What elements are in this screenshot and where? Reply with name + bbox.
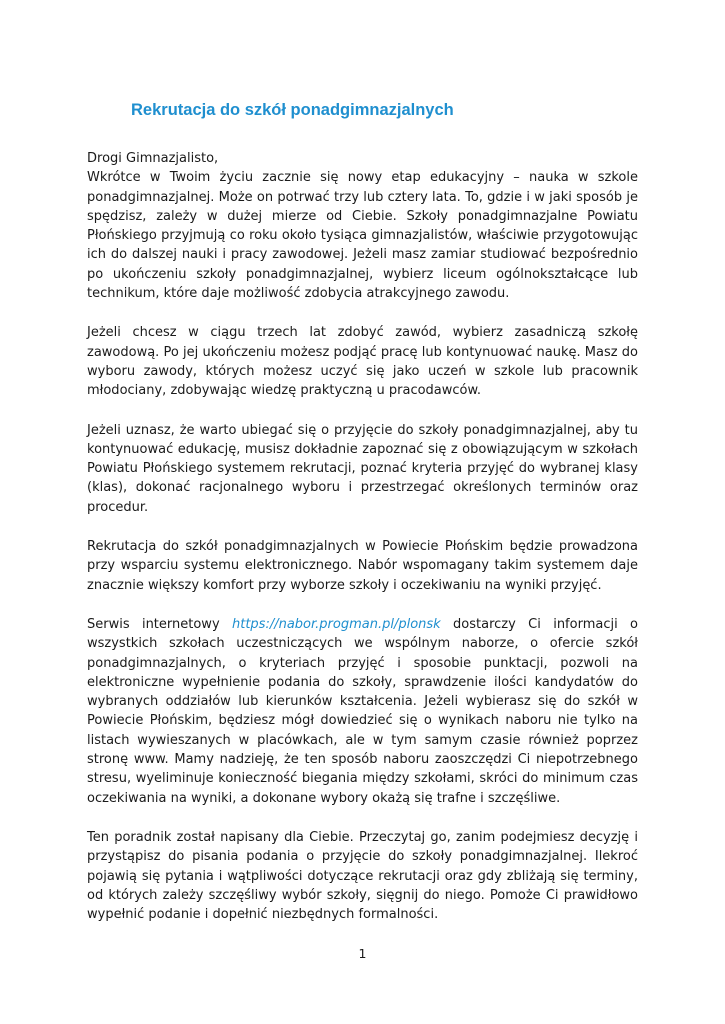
- paragraph-website: [87, 615, 638, 808]
- greeting: Drogi Gimnazjalisto,: [87, 151, 219, 166]
- page-title: Rekrutacja do szkół ponadgimnazjalnych: [131, 101, 454, 119]
- website-text-before: Serwis internetowy: [87, 616, 232, 632]
- paragraph-electronic-system: Rekrutacja do szkół ponadgimnazjalnych w Powiecie Płońskim będzie prowadzona przy wsparciu systemu elektronicznego. Nabór wspomagany takim systemem daje znacznie większy komfort przy wyborze szkoły i oczekiwaniu na wyniki przyjęć.: [87, 539, 638, 593]
- document-body: [87, 149, 638, 944]
- page-number: 1: [358, 946, 367, 961]
- paragraph-guide: Ten poradnik został napisany dla Ciebie. Przeczytaj go, zanim podejmiesz decyzję i przystąpisz do pisania podania o przyjęcie do szkoły ponadgimnazjalnej. Ilekroć pojawią się pytania i wątpliwości dotyczące rekrutacji oraz gdy zbliżają się terminy, od których zależy szczęśliwy wybór szkoły, sięgnij do niego. Pomoże Ci prawidłowo wypełnić podanie i dopełnić niezbędnych formalności.: [87, 829, 638, 923]
- paragraph-recruitment-rules: Jeżeli uznasz, że warto ubiegać się o przyjęcie do szkoły ponadgimnazjalnej, aby tu kontynuować edukację, musisz dokładnie zapoznać się z obowiązującym w szkołach Powiatu Płońskiego systemem rekrutacji, poznać kryteria przyjęć do wybranej klasy (klas), dokonać racjonalnego wyboru i przestrzegać określonych terminów oraz procedur.: [87, 422, 638, 515]
- paragraph-vocational: Jeżeli chcesz w ciągu trzech lat zdobyć zawód, wybierz zasadniczą szkołę zawodową. Po jej ukończeniu możesz podjąć pracę lub kontynuować naukę. Masz do wyboru zawody, których możesz uczyć się jako uczeń w szkole lub pracownik młodociany, zdobywając wiedzę praktyczną u pracodawców.: [87, 325, 638, 399]
- paragraph-intro: Wkrótce w Twoim życiu zacznie się nowy etap edukacyjny – nauka w szkole ponadgimnazjalnej. Może on potrwać trzy lub cztery lata. To, gdzie i w jaki sposób je spędzisz, zależy w dużej mierze od Ciebie. Szkoły ponadgimnazjalne Powiatu Płońskiego przyjmują co roku około tysiąca gimnazjalistów, właściwie przygotowując ich do dalszej nauki i pracy zawodowej. Jeżeli masz zamiar studiować bezpośrednio po ukończeniu szkoły ponadgimnazjalnej, wybierz liceum ogólnokształcące lub technikum, które daje możliwość zdobycia atrakcyjnego zawodu.: [87, 170, 638, 302]
- website-link[interactable]: https://nabor.progman.pl/plonsk: [232, 616, 441, 632]
- website-text-after: dostarczy Ci informacji o wszystkich szkołach uczestniczących we wspólnym naborze, o ofercie szkół ponadgimnazjalnych, o kryteriach przyjęć i sposobie punktacji, pozwoli na elektroniczne wypełnienie podania do szkoły, sprawdzenie ilości kandydatów do wybranych oddziałów lub kierunków kształcenia. Jeżeli wybierasz się do szkół w Powiecie Płońskim, będziesz mógł dowiedzieć się o wynikach naboru nie tylko na listach wywieszanych w placówkach, ale w tym samym czasie również poprzez stronę www. Mamy nadzieję, że ten sposób naboru zaoszczędzi Ci niepotrzebnego stresu, wyeliminuje konieczność biegania między szkołami, skróci do minimum czas oczekiwania na wyniki, a dokonane wybory okażą się trafne i szczęśliwe.: [87, 616, 639, 806]
